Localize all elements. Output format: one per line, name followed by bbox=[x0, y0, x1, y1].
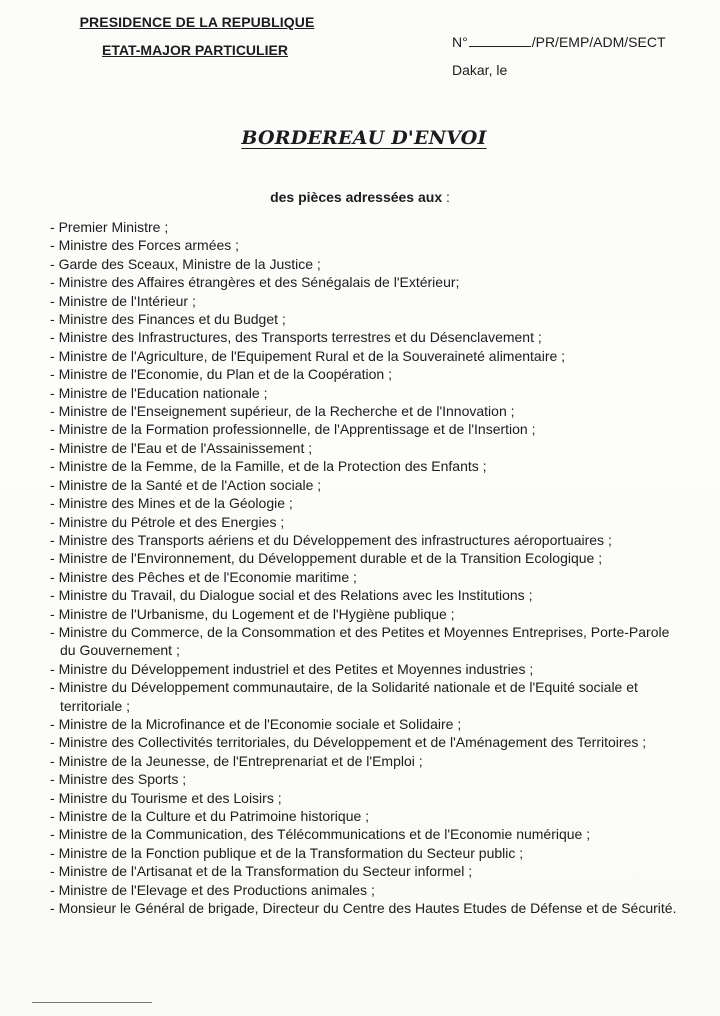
subtitle bbox=[0, 189, 720, 205]
bullet-dash: - bbox=[50, 771, 55, 788]
recipient-item bbox=[48, 715, 688, 733]
recipient-item bbox=[48, 807, 688, 825]
recipient-item bbox=[48, 899, 688, 917]
reference-prefix: N° bbox=[452, 34, 468, 50]
bullet-dash: - bbox=[50, 531, 55, 548]
bullet-dash: - bbox=[50, 605, 55, 622]
recipient-text: Ministre de l'Environnement, du Développement durable et de la Transition Ecologique ; bbox=[58, 550, 603, 567]
bullet-dash: - bbox=[50, 679, 55, 696]
bullet-dash: - bbox=[50, 274, 55, 291]
recipient-text: Ministre des Sports ; bbox=[58, 771, 187, 788]
recipient-item bbox=[48, 881, 688, 899]
recipient-item bbox=[48, 531, 688, 549]
recipient-text: Ministre de l'Enseignement supérieur, de la Recherche et de l'Innovation ; bbox=[58, 403, 515, 420]
recipient-text: Monsieur le Général de brigade, Directeur du Centre des Hautes Etudes de Défense et de Sécurité. bbox=[58, 900, 677, 917]
bullet-dash: - bbox=[50, 568, 55, 585]
recipient-item bbox=[48, 476, 688, 494]
recipient-text: Ministre de la Microfinance et de l'Economie sociale et Solidaire ; bbox=[58, 715, 462, 732]
bullet-dash: - bbox=[50, 476, 55, 493]
recipient-text: Ministre de la Santé et de l'Action sociale ; bbox=[58, 476, 322, 493]
recipient-text: Ministre de la Jeunesse, de l'Entreprenariat et de l'Emploi ; bbox=[58, 752, 423, 769]
recipient-text: Ministre de l'Elevage et des Productions animales ; bbox=[58, 881, 375, 898]
bullet-dash: - bbox=[50, 881, 55, 898]
recipient-text: Ministre des Finances et du Budget ; bbox=[58, 311, 286, 328]
recipient-text: Ministre du Tourisme et des Loisirs ; bbox=[58, 789, 282, 806]
recipient-item bbox=[48, 678, 688, 715]
recipient-item bbox=[48, 568, 688, 586]
bullet-dash: - bbox=[50, 715, 55, 732]
recipient-item bbox=[48, 292, 688, 310]
recipient-item bbox=[48, 862, 688, 880]
bullet-dash: - bbox=[50, 660, 55, 677]
recipient-item bbox=[48, 347, 688, 365]
recipient-text: Ministre des Transports aériens et du Développement des infrastructures aéroportuaires ; bbox=[58, 531, 612, 548]
footer-divider bbox=[32, 1002, 152, 1003]
bullet-dash: - bbox=[50, 808, 55, 824]
recipient-text: Ministre des Affaires étrangères et des Sénégalais de l'Extérieur; bbox=[58, 274, 460, 291]
recipient-item bbox=[48, 549, 688, 567]
recipient-text: Ministre de l'Agriculture, de l'Equipement Rural et de la Souveraineté alimentaire ; bbox=[58, 347, 566, 364]
title-text: BORDEREAU D'ENVOI bbox=[241, 127, 487, 149]
recipient-item bbox=[48, 789, 688, 807]
bullet-dash: - bbox=[50, 384, 55, 401]
recipient-item bbox=[48, 825, 688, 843]
recipient-text: Ministre de la Communication, des Télécommunications et de l'Economie numérique ; bbox=[58, 826, 591, 843]
bullet-dash: - bbox=[50, 458, 55, 475]
recipient-item bbox=[48, 420, 688, 438]
recipient-item bbox=[48, 513, 688, 531]
bullet-dash: - bbox=[50, 495, 55, 512]
recipient-text: Ministre des Mines et de la Géologie ; bbox=[58, 495, 293, 512]
recipient-item bbox=[48, 494, 688, 512]
recipient-text: Ministre des Collectivités territoriales, du Développement et de l'Aménagement des Territoires ; bbox=[58, 734, 647, 751]
reference-block bbox=[452, 34, 666, 78]
recipient-text: Ministre des Forces armées ; bbox=[58, 237, 240, 254]
recipient-item bbox=[48, 605, 688, 623]
recipient-item bbox=[48, 384, 688, 402]
recipient-text: Ministre du Développement communautaire, de la Solidarité nationale et de l'Equité sociale et territoriale ; bbox=[58, 679, 638, 714]
bullet-dash: - bbox=[50, 292, 55, 309]
bullet-dash: - bbox=[50, 550, 55, 567]
bullet-dash: - bbox=[50, 844, 55, 861]
recipient-text: Ministre de l'Artisanat et de la Transformation du Secteur informel ; bbox=[58, 863, 473, 880]
bullet-dash: - bbox=[50, 237, 55, 254]
recipient-text: Ministre de l'Economie, du Plan et de la Coopération ; bbox=[58, 366, 392, 383]
bullet-dash: - bbox=[50, 587, 55, 604]
recipient-text: Ministre de l'Eau et de l'Assainissement ; bbox=[58, 439, 313, 456]
recipient-text: Ministre de la Culture et du Patrimoine historique ; bbox=[58, 808, 370, 824]
recipient-text: Ministre du Travail, du Dialogue social et des Relations avec les Institutions ; bbox=[58, 587, 533, 604]
recipient-text: Ministre du Commerce, de la Consommation et des Petites et Moyennes Entreprises, Porte-Parole du Gouvernement ; bbox=[58, 623, 670, 659]
bullet-dash: - bbox=[50, 752, 55, 769]
recipient-item bbox=[48, 439, 688, 457]
bullet-dash: - bbox=[50, 789, 55, 806]
bullet-dash: - bbox=[50, 219, 55, 235]
document-title bbox=[0, 127, 720, 149]
bullet-dash: - bbox=[50, 403, 55, 420]
recipient-item bbox=[48, 365, 688, 383]
subtitle-colon: : bbox=[446, 189, 450, 205]
recipient-text: Premier Ministre ; bbox=[58, 219, 169, 235]
recipient-text: Ministre des Pêches et de l'Economie maritime ; bbox=[58, 568, 357, 585]
recipient-item bbox=[48, 255, 688, 273]
recipient-item bbox=[48, 457, 688, 475]
recipient-text: Ministre des Infrastructures, des Transports terrestres et du Désenclavement ; bbox=[58, 329, 542, 346]
recipient-text: Ministre de la Formation professionnelle, de l'Apprentissage et de l'Insertion ; bbox=[58, 421, 536, 438]
recipient-item bbox=[48, 770, 688, 788]
bullet-dash: - bbox=[50, 255, 55, 272]
recipient-text: Ministre de l'Education nationale ; bbox=[58, 384, 268, 401]
recipient-item bbox=[48, 328, 688, 346]
recipient-text: Garde des Sceaux, Ministre de la Justice ; bbox=[58, 255, 321, 272]
recipient-item bbox=[48, 844, 688, 862]
recipient-item bbox=[48, 586, 688, 604]
recipient-item bbox=[48, 752, 688, 770]
bullet-dash: - bbox=[50, 366, 55, 383]
letterhead bbox=[60, 14, 320, 58]
bullet-dash: - bbox=[50, 347, 55, 364]
reference-blank bbox=[469, 35, 531, 47]
place-date: Dakar, le bbox=[452, 62, 508, 78]
bullet-dash: - bbox=[50, 900, 55, 917]
recipient-item bbox=[48, 236, 688, 254]
recipient-list bbox=[48, 218, 688, 917]
bullet-dash: - bbox=[50, 863, 55, 880]
institution-name: PRESIDENCE DE LA REPUBLIQUE bbox=[79, 14, 315, 30]
bullet-dash: - bbox=[50, 421, 55, 438]
recipient-text: Ministre du Développement industriel et des Petites et Moyennes industries ; bbox=[58, 660, 534, 677]
recipient-item bbox=[48, 623, 688, 660]
bullet-dash: - bbox=[50, 623, 55, 640]
reference-number bbox=[452, 34, 666, 50]
subtitle-text: des pièces adressées aux bbox=[270, 189, 443, 205]
bullet-dash: - bbox=[50, 439, 55, 456]
department-name: ETAT-MAJOR PARTICULIER bbox=[102, 42, 288, 58]
recipient-text: Ministre de l'Intérieur ; bbox=[58, 292, 196, 309]
recipient-item bbox=[48, 733, 688, 751]
recipient-item bbox=[48, 218, 688, 236]
bullet-dash: - bbox=[50, 311, 55, 328]
recipient-text: Ministre du Pétrole et des Energies ; bbox=[58, 513, 285, 530]
reference-suffix: /PR/EMP/ADM/SECT bbox=[531, 34, 666, 50]
bullet-dash: - bbox=[50, 734, 55, 751]
bullet-dash: - bbox=[50, 826, 55, 843]
recipient-text: Ministre de l'Urbanisme, du Logement et de l'Hygiène publique ; bbox=[58, 605, 455, 622]
recipient-item bbox=[48, 660, 688, 678]
recipient-item bbox=[48, 273, 688, 291]
bullet-dash: - bbox=[50, 513, 55, 530]
recipient-text: Ministre de la Femme, de la Famille, et de la Protection des Enfants ; bbox=[58, 458, 487, 475]
recipient-item bbox=[48, 402, 688, 420]
bullet-dash: - bbox=[50, 329, 55, 346]
recipient-text: Ministre de la Fonction publique et de la Transformation du Secteur public ; bbox=[58, 844, 524, 861]
recipient-item bbox=[48, 310, 688, 328]
